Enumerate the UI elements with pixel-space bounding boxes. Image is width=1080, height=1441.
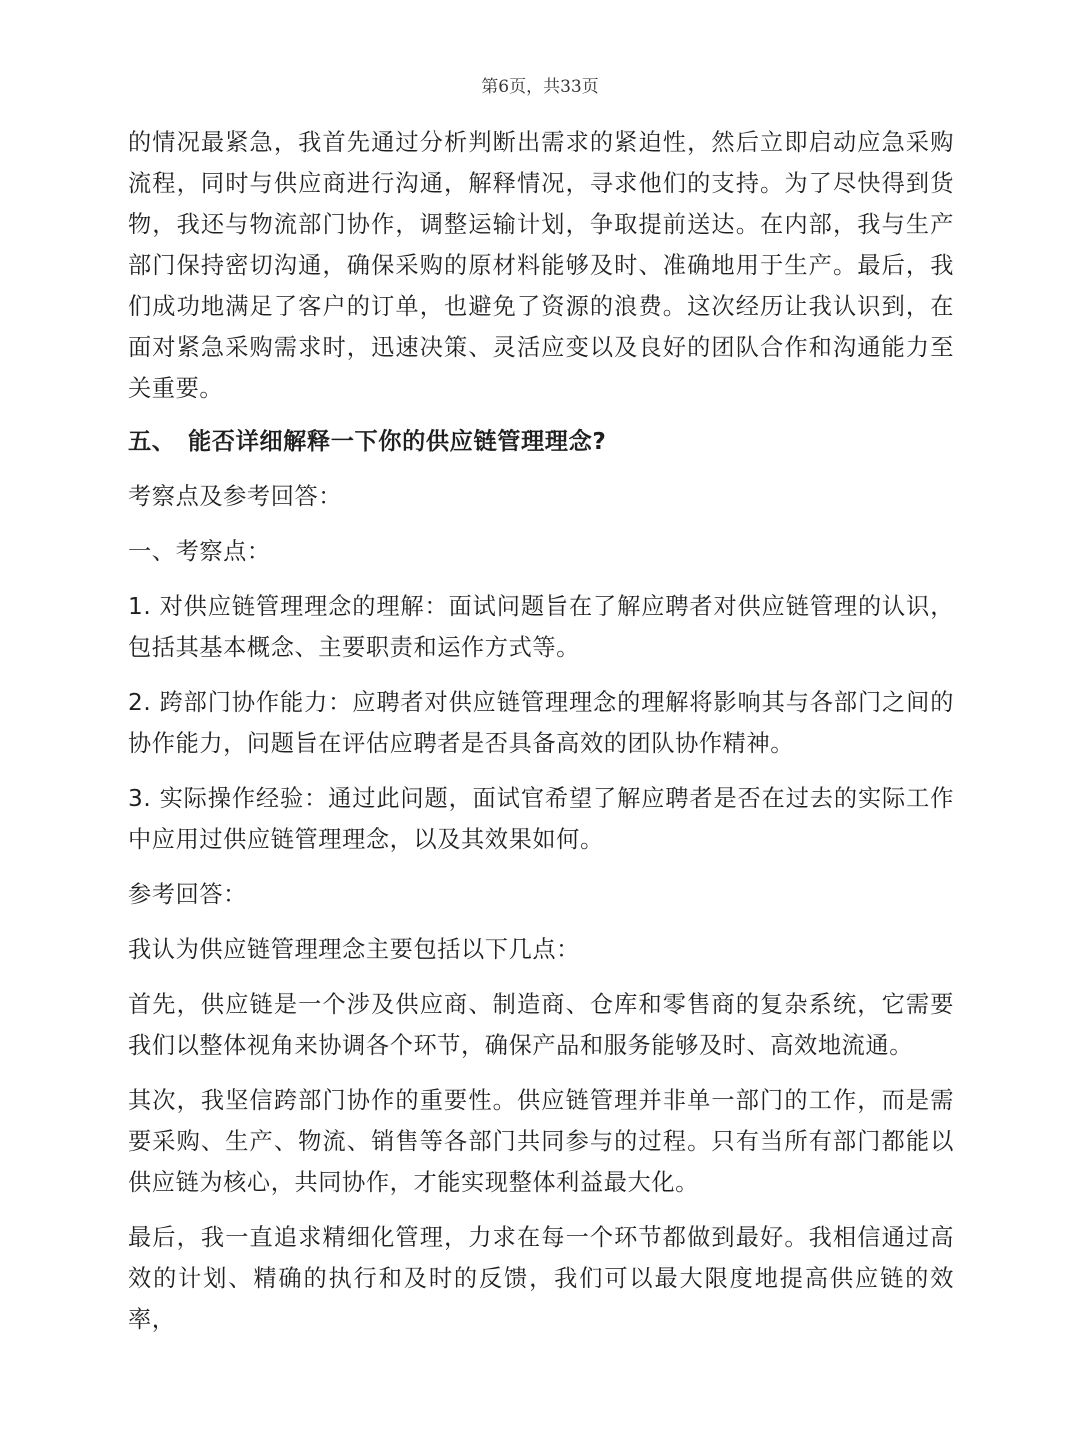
paragraph-last: 最后，我一直追求精细化管理，力求在每一个环节都做到最好。我相信通过高效的计划、精确的执行和及时的反馈，我们可以最大限度地提高供应链的效率， xyxy=(128,1224,954,1333)
paragraph-point-3: 3. 实际操作经验：通过此问题，面试官希望了解应聘者是否在过去的实际工作中应用过供应链管理理念，以及其效果如何。 xyxy=(128,785,954,853)
page-indicator: 第6页，共33页 xyxy=(481,77,599,97)
paragraph-first: 首先，供应链是一个涉及供应商、制造商、仓库和零售商的复杂系统，它需要我们以整体视角来协调各个环节，确保产品和服务能够及时、高效地流通。 xyxy=(128,991,954,1059)
paragraph-reference-label: 参考回答： xyxy=(128,881,247,908)
paragraph-point-2: 2. 跨部门协作能力：应聘者对供应链管理理念的理解将影响其与各部门之间的协作能力，问题旨在评估应聘者是否具备高效的团队协作精神。 xyxy=(128,689,954,757)
paragraph-intro: 我认为供应链管理理念主要包括以下几点： xyxy=(128,936,580,963)
paragraph-second: 其次，我坚信跨部门协作的重要性。供应链管理并非单一部门的工作，而是需要采购、生产、物流、销售等各部门共同参与的过程。只有当所有部门都能以供应链为核心，共同协作，才能实现整体利益最大化。 xyxy=(128,1087,954,1196)
section-number: 五、 xyxy=(128,428,176,455)
paragraph-label: 考察点及参考回答： xyxy=(128,483,343,510)
paragraph-subheading: 一、考察点： xyxy=(128,538,271,565)
document-body xyxy=(128,122,954,1354)
paragraph-continued: 的情况最紧急，我首先通过分析判断出需求的紧迫性，然后立即启动应急采购流程，同时与供应商进行沟通，解释情况，寻求他们的支持。为了尽快得到货物，我还与物流部门协作，调整运输计划，争取提前送达。在内部，我与生产部门保持密切沟通，确保采购的原材料能够及时、准确地用于生产。最后，我们成功地满足了客户的订单，也避免了资源的浪费。这次经历让我认识到，在面对紧急采购需求时，迅速决策、灵活应变以及良好的团队合作和沟通能力至关重要。 xyxy=(128,129,954,402)
section-heading xyxy=(128,421,954,462)
section-title: 能否详细解释一下你的供应链管理理念? xyxy=(188,428,607,455)
paragraph-point-1: 1. 对供应链管理理念的理解：面试问题旨在了解应聘者对供应链管理的认识，包括其基本概念、主要职责和运作方式等。 xyxy=(128,593,954,661)
